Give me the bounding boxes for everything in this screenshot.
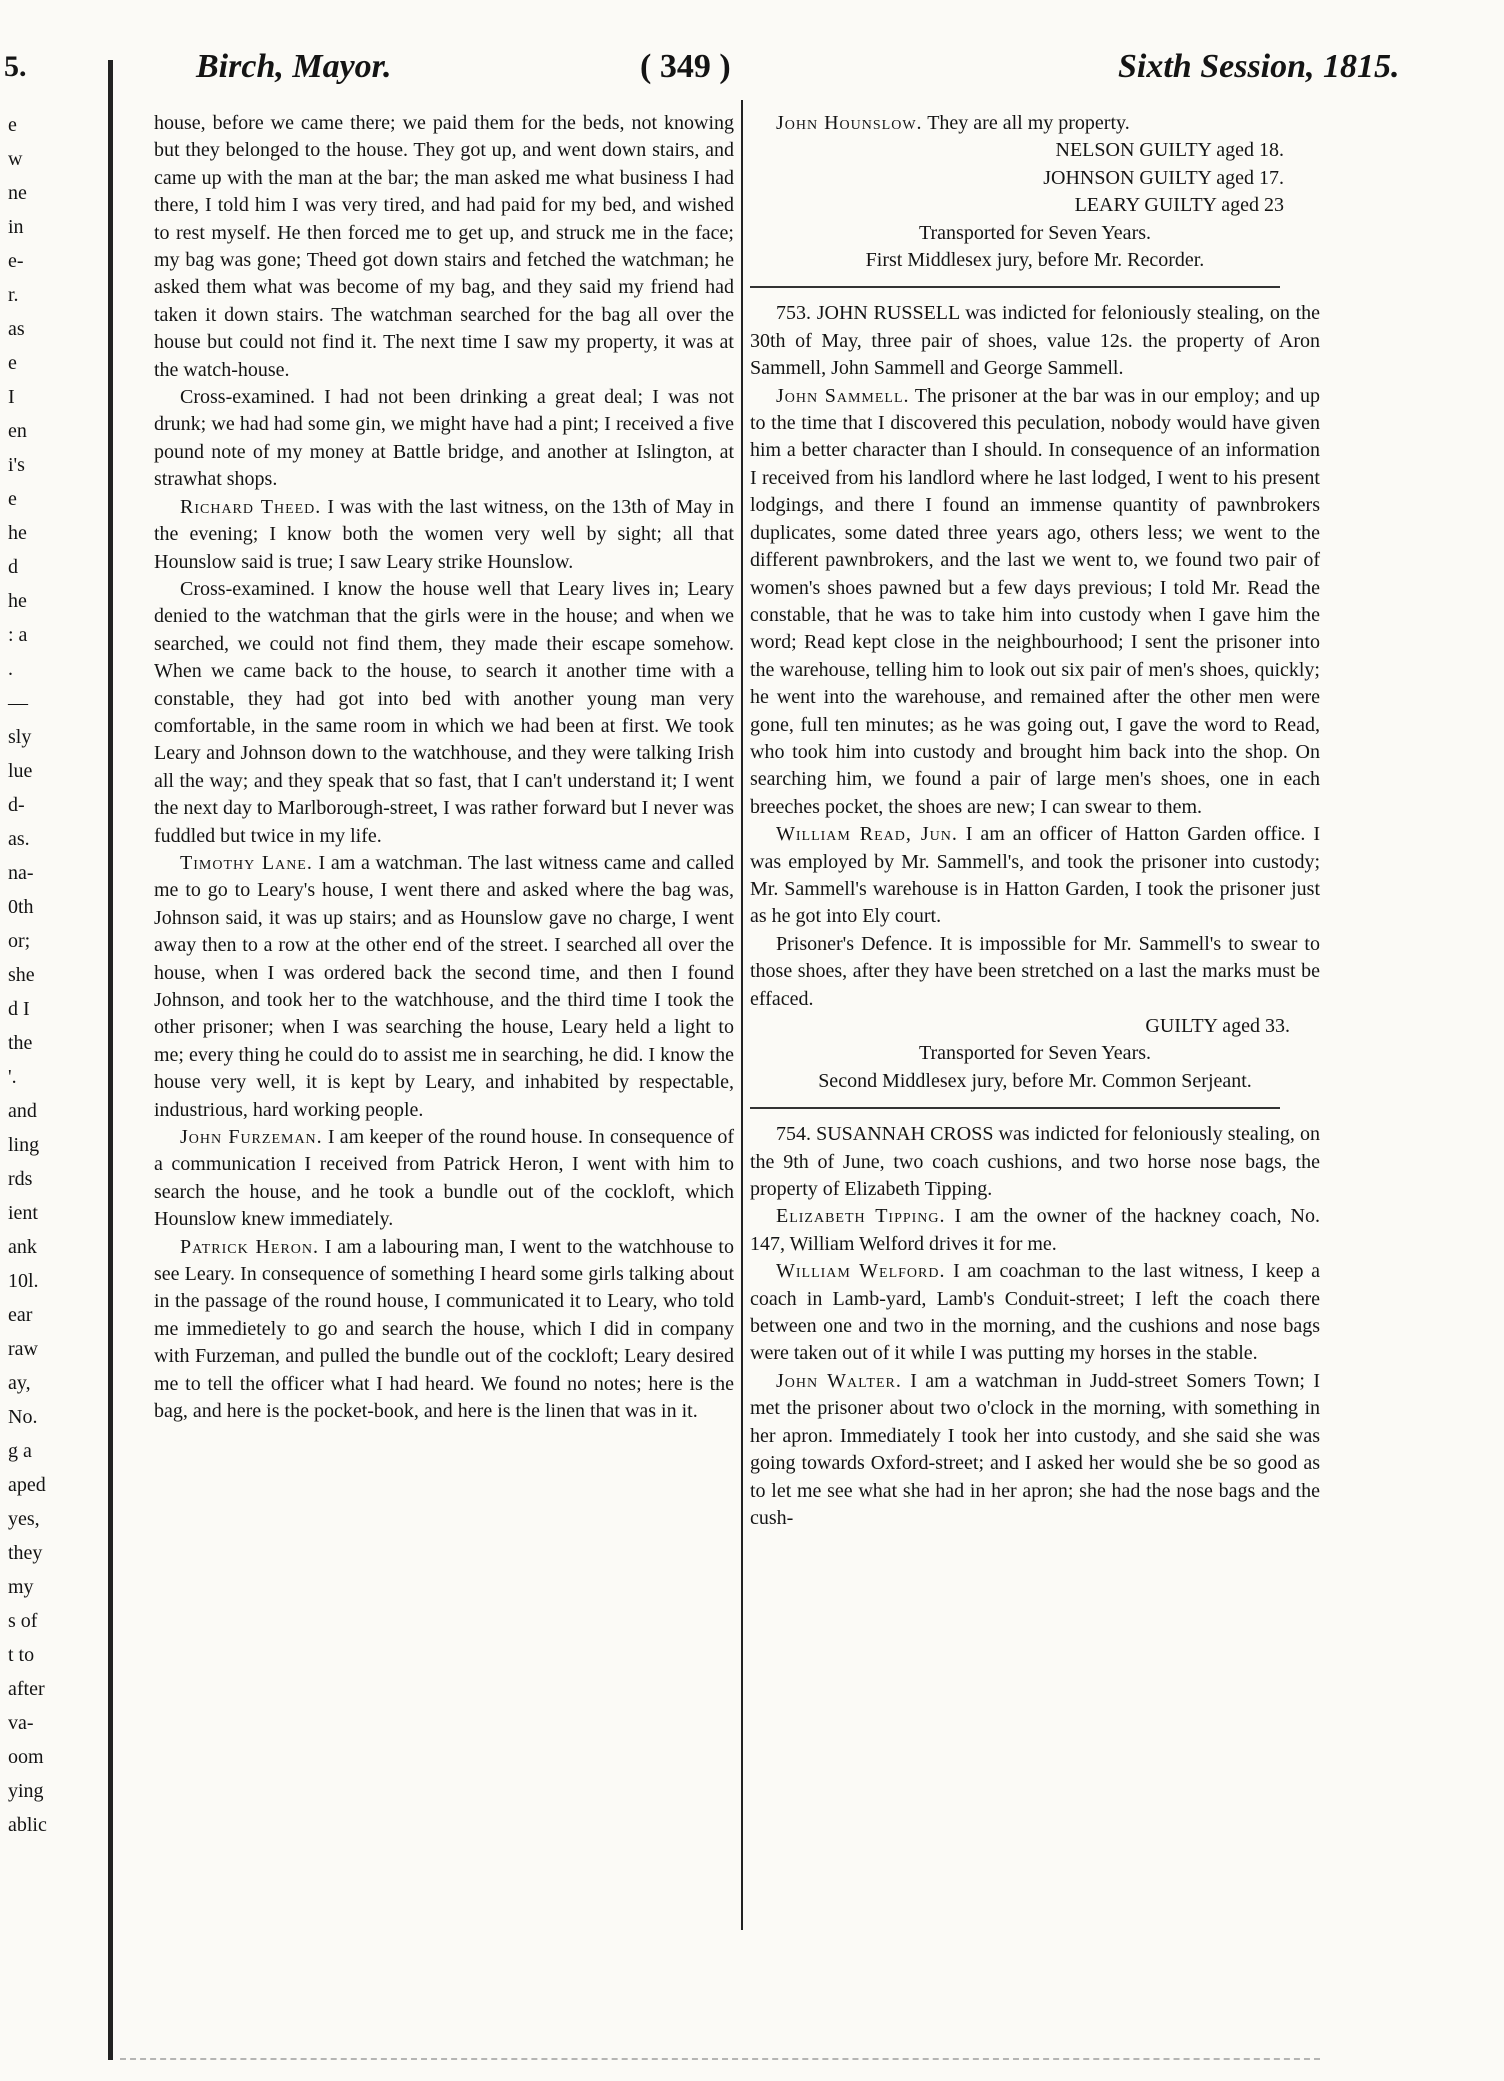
margin-fragment: oom — [8, 1746, 44, 1768]
paragraph: 754. SUSANNAH CROSS was indicted for feloniously stealing, on the 9th of June, two coach cushions, and two horse nose bags, the property of Elizabeth Tipping. — [750, 1123, 1320, 1201]
speaker: Patrick Heron. — [180, 1235, 320, 1258]
speaker: John Furzeman. — [180, 1126, 323, 1149]
section-divider-2 — [750, 1107, 1280, 1109]
margin-fragment: ay, — [8, 1372, 31, 1394]
margin-fragment: na- — [8, 862, 34, 884]
speaker: Elizabeth Tipping. — [776, 1205, 946, 1228]
jury-2: Second Middlesex jury, before Mr. Common Serjeant. — [818, 1069, 1252, 1092]
margin-fragment: rds — [8, 1168, 33, 1190]
jury-1: First Middlesex jury, before Mr. Recorder. — [865, 249, 1205, 272]
speaker: John Sammell. — [776, 384, 910, 407]
margin-fragment: ying — [8, 1780, 44, 1802]
paragraph: Timothy Lane. I am a watchman. The last witness came and called me to go to Leary's house, I went there and asked where the bag was, Johnson said, it was up stairs; and as Hounslow gave no charge, I went away then to a row at the other end of the street. I searched all over the house, when I was ordered back the second time, and then I found Johnson, and took her to the watchhouse, and the third time I took the other prisoner; when I was searching the house, Leary held a light to me; every thing he could do to assist me in searching, he did. I know the house very well, it is kept by Leary, and inhabited by respectable, industrious, hard working people. — [154, 851, 734, 1121]
margin-fragment: my — [8, 1576, 34, 1598]
paragraph: Prisoner's Defence. It is impossible for Mr. Sammell's to swear to those shoes, after they have been stretched on a last the marks must be effaced. — [750, 932, 1320, 1010]
paragraph: Richard Theed. I was with the last witness, on the 13th of May in the evening; I know both the women very well by sight; all that Hounslow said is true; I saw Leary strike Hounslow. — [154, 495, 734, 573]
margin-fragment: . — [8, 658, 13, 680]
margin-fragment: d I — [8, 998, 30, 1020]
margin-fragment: — — [8, 692, 28, 714]
page-number: ( 349 ) — [640, 48, 731, 85]
margin-fragment: 0th — [8, 896, 34, 918]
paragraph: William Read, Jun. I am an officer of Hatton Garden office. I was employed by Mr. Sammell's, and took the prisoner into custody; Mr. Sammell's warehouse is in Hatton Garden, I took the prisoner just as he got into Ely court. — [750, 823, 1320, 928]
verdict-list — [750, 137, 1320, 219]
paragraph: John Walter. I am a watchman in Judd-street Somers Town; I met the prisoner about two o'clock in the morning, with something in her apron. Immediately I took her into custody, and she said she was going towards Oxford-street; and I asked her would she be so good as to let me see what she had in her apron; she had the nose bags and the cush- — [750, 1369, 1320, 1529]
margin-fragment: w — [8, 148, 23, 170]
margin-fragment: yes, — [8, 1508, 40, 1530]
margin-fragment: s of — [8, 1610, 38, 1632]
hounslow-line: John Hounslow. They are all my property. — [776, 112, 1130, 134]
case-754 — [750, 1121, 1320, 1532]
speaker: John Walter. — [776, 1369, 902, 1392]
verdict-line: LEARY GUILTY aged 23 — [1074, 194, 1284, 217]
column-divider — [741, 100, 743, 1930]
case-753 — [750, 300, 1320, 1013]
margin-fragment: ablic — [8, 1814, 47, 1836]
margin-fragment: d — [8, 556, 18, 578]
margin-fragment: aped — [8, 1474, 46, 1496]
margin-fragment: she — [8, 964, 35, 986]
margin-fragment: as — [8, 318, 25, 340]
paragraph: Elizabeth Tipping. I am the owner of the hackney coach, No. 147, William Welford drives it for me. — [750, 1205, 1320, 1255]
margin-fragment: e — [8, 488, 17, 510]
margin-fragment: va- — [8, 1712, 34, 1734]
speaker: William Read, Jun. — [776, 823, 958, 846]
sentence-1: Transported for Seven Years. — [918, 221, 1152, 244]
margin-fragment: e — [8, 352, 17, 374]
margin-fragment: d- — [8, 794, 25, 816]
margin-fragment: '. — [8, 1066, 17, 1088]
verdict-line: NELSON GUILTY aged 18. — [1055, 139, 1284, 162]
speaker: Richard Theed. — [180, 495, 322, 518]
margin-fragment: 10l. — [8, 1270, 39, 1292]
speaker: William Welford. — [776, 1260, 946, 1283]
right-column — [750, 110, 1320, 1532]
margin-fragment: lue — [8, 760, 33, 782]
paragraph: William Welford. I am coachman to the last witness, I keep a coach in Lamb-yard, Lamb's Conduit-street; I left the coach there between one and two in the morning, and the cushions and nose bags were taken out of it while I was putting my horses in the stable. — [750, 1260, 1321, 1365]
margin-fragment: they — [8, 1542, 43, 1564]
margin-fragment: sly — [8, 726, 32, 748]
bottom-edge-mark — [120, 2058, 1320, 2060]
margin-fragment: and — [8, 1100, 37, 1122]
margin-fragment: r. — [8, 284, 19, 306]
margin-fragment: g a — [8, 1440, 32, 1462]
margin-fragment: ear — [8, 1304, 33, 1326]
sentence-2: Transported for Seven Years. — [918, 1042, 1152, 1065]
margin-fragment: : a — [8, 624, 28, 646]
speaker: Timothy Lane. — [180, 851, 313, 874]
margin-fragment: i's — [8, 454, 25, 476]
paragraph: Patrick Heron. I am a labouring man, I went to the watchhouse to see Leary. In consequence of something I heard some girls talking about in the passage of the round house, I communicated it to Leary, who told me immedietely to go and search the house, which I did in company with Furzeman, and pulled the bundle out of the cockloft; Leary desired me to tell the officer what I had heard. We found no notes; here is the bag, and here is the pocket-book, and here is the linen that was in it. — [154, 1235, 734, 1423]
margin-fragment: in — [8, 216, 24, 238]
margin-fragment: ank — [8, 1236, 37, 1258]
section-divider-1 — [750, 286, 1280, 288]
paragraph: Cross-examined. I know the house well that Leary lives in; Leary denied to the watchman that the girls were in the house; and when we searched, we could not find them, they made their escape somehow. When we came back to the house, to search it another time with a constable, they had got into bed with another young man very comfortable, in the same room in which we had been at first. We took Leary and Johnson down to the watchhouse, and they were talking Irish all the way; and they speak that so fast, that I can't understand it; I went the next day to Marlborough-street, I was rather forward but I never was fuddled but twice in my life. — [154, 577, 734, 847]
paragraph: Cross-examined. I had not been drinking a great deal; I was not drunk; we had had some gin, we might have had a pint; I received a five pound note of my money at Battle bridge, and another at Islington, at strawhat shops. — [154, 386, 734, 491]
margin-fragment: he — [8, 522, 27, 544]
header-left: Birch, Mayor. — [196, 48, 392, 85]
margin-fragment: en — [8, 420, 27, 442]
paragraph: 753. JOHN RUSSELL was indicted for feloniously stealing, on the 30th of May, three pair of shoes, value 12s. the property of Aron Sammell, John Sammell and George Sammell. — [750, 302, 1320, 380]
margin-fragment: he — [8, 590, 27, 612]
left-column — [154, 110, 734, 1426]
margin-fragment: ne — [8, 182, 27, 204]
margin-fragment: or; — [8, 930, 31, 952]
verdict-line: JOHNSON GUILTY aged 17. — [1043, 166, 1284, 189]
margin-fragment: t to — [8, 1644, 35, 1666]
margin-fragment: e- — [8, 250, 24, 272]
margin-fragment: No. — [8, 1406, 38, 1428]
margin-fragment: the — [8, 1032, 33, 1054]
paragraph: house, before we came there; we paid them for the beds, not knowing but they belonged to the house. They got up, and went down stairs, and came up with the man at the bar; the man asked me what business I had there, I told him I was very tired, and had paid for my bed, and wished to rest myself. He then forced me to get up, and struck me in the face; my bag was gone; Theed got down stairs and fetched the watchman; he asked them what was become of my bag, and they said my friend had taken it down stairs. The watchman searched for the bag all over the house but could not find it. The next time I saw my property, it was at the watch-house. — [154, 112, 734, 381]
left-vertical-rule — [108, 60, 113, 2060]
margin-fragment: after — [8, 1678, 45, 1700]
margin-fragment: I — [8, 386, 15, 408]
margin-fragment: raw — [8, 1338, 38, 1360]
verdict-753: GUILTY aged 33. — [1145, 1015, 1290, 1037]
paragraph: John Furzeman. I am keeper of the round house. In consequence of a communication I received from Patrick Heron, I went with him to search the house, and he took a bundle out of the cockloft, which Hounslow knew immediately. — [154, 1126, 734, 1231]
margin-fragment: as. — [8, 828, 30, 850]
margin-fragment: ient — [8, 1202, 38, 1224]
paragraph: John Sammell. The prisoner at the bar was in our employ; and up to the time that I discovered this peculation, nobody would have given him a better character than I should. In consequence of an information I received from his landlord where he last lodged, I went to his present lodgings, and there I found an immense quantity of pawnbrokers duplicates, some dated three years ago, others less; we went to the different pawnbrokers, and the last we went to, we found two pair of women's shoes pawned but a few days previous; I told Mr. Read the constable, that he was to take him into custody when I gave him the word; Read kept close in the neighbourhood; I sent the prisoner into the warehouse, telling him to look out six pair of men's shoes, quickly; he went into the warehouse, and remained after the other men were gone, full ten minutes; as he was going out, I gave the word to Read, who took him into custody and brought him back into the shop. On searching him, we found a pair of large men's shoes, one in each breeches pocket, the shoes are new; I can swear to them. — [750, 384, 1320, 818]
speaker: John Hounslow. — [776, 112, 923, 134]
margin-fragment: ling — [8, 1134, 40, 1156]
margin-fragment: e — [8, 114, 17, 136]
stray-page-mark: 5. — [4, 50, 27, 83]
header-right: Sixth Session, 1815. — [1118, 48, 1400, 85]
